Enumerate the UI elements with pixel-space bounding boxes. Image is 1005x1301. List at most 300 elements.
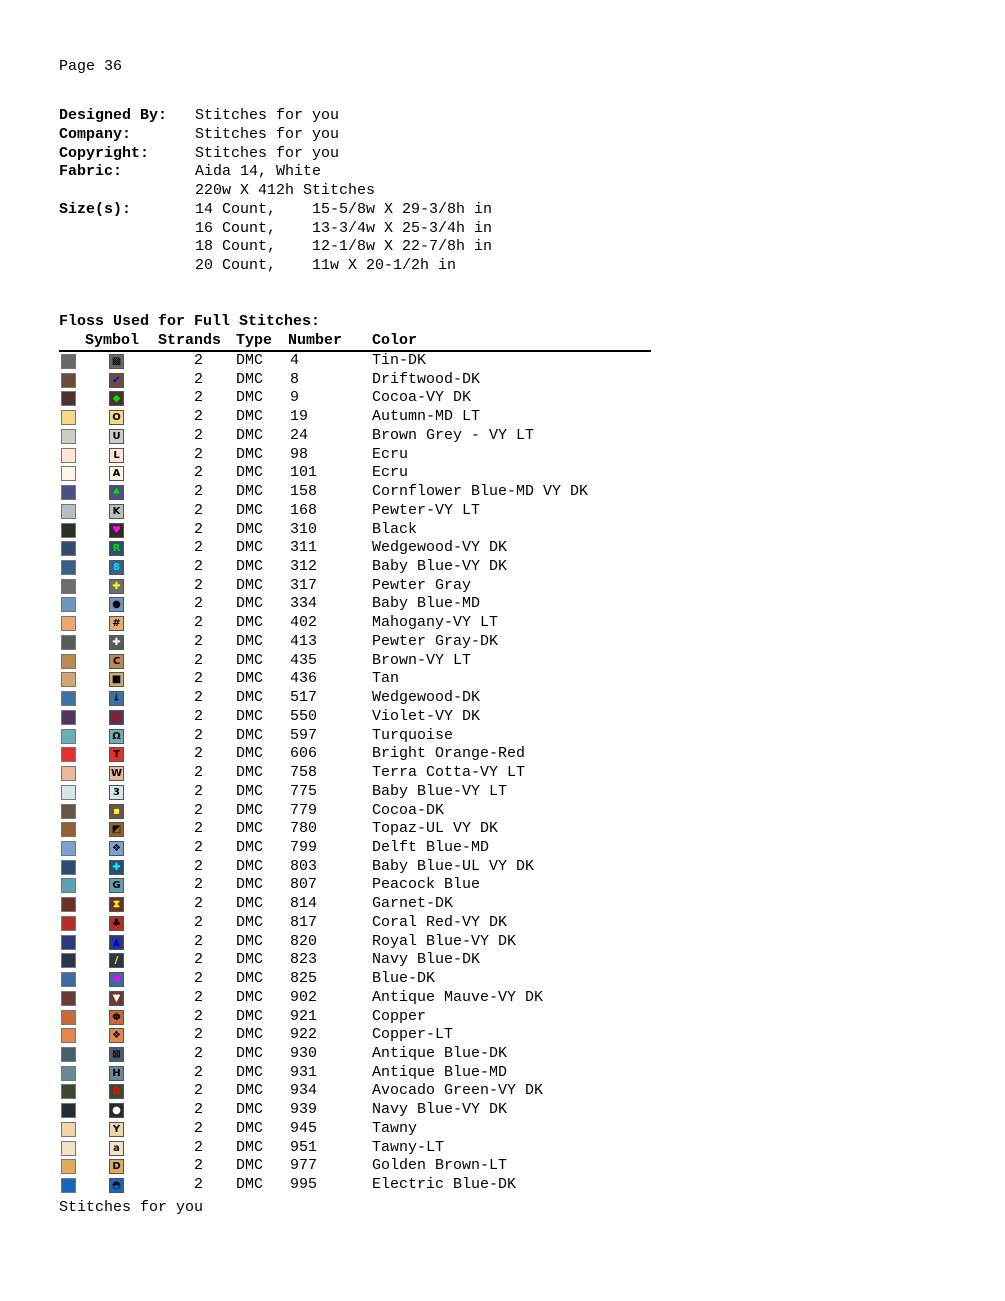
cell-strands: 2 <box>194 764 204 782</box>
floss-row <box>0 876 700 894</box>
color-swatch <box>61 1141 76 1156</box>
floss-row <box>0 633 700 651</box>
color-swatch <box>61 485 76 500</box>
cell-color: Avocado Green-VY DK <box>372 1082 544 1100</box>
color-swatch <box>61 897 76 912</box>
cell-number: 951 <box>290 1138 318 1156</box>
cell-type: DMC <box>236 857 264 875</box>
symbol-icon: 3 <box>109 785 124 800</box>
floss-row <box>0 1045 700 1063</box>
symbol-icon: G <box>109 878 124 893</box>
color-swatch <box>61 691 76 706</box>
symbol-icon: ❖ <box>109 1028 124 1043</box>
floss-row <box>0 1101 700 1119</box>
cell-number: 775 <box>290 782 318 800</box>
cell-strands: 2 <box>194 1176 204 1194</box>
info-value: 16 Count, 13-3/4w X 25-3/4h in <box>195 219 493 237</box>
cell-strands: 2 <box>194 595 204 613</box>
floss-row <box>0 1176 700 1194</box>
cell-color: Topaz-UL VY DK <box>372 820 499 838</box>
cell-strands: 2 <box>194 932 204 950</box>
color-swatch <box>61 841 76 856</box>
cell-number: 597 <box>290 726 318 744</box>
cell-strands: 2 <box>194 632 204 650</box>
cell-color: Garnet-DK <box>372 895 454 913</box>
cell-color: Driftwood-DK <box>372 370 481 388</box>
cell-number: 413 <box>290 632 318 650</box>
floss-row <box>0 1139 700 1157</box>
cell-number: 945 <box>290 1119 318 1137</box>
symbol-icon: Φ <box>109 1010 124 1025</box>
cell-color: Coral Red-VY DK <box>372 913 508 931</box>
symbol-icon: ♣ <box>109 916 124 931</box>
symbol-icon: ◓ <box>109 1178 124 1193</box>
floss-row <box>0 1120 700 1138</box>
cell-strands: 2 <box>194 389 204 407</box>
cell-strands: 2 <box>194 782 204 800</box>
floss-row <box>0 483 700 501</box>
info-value: 220w X 412h Stitches <box>195 182 376 199</box>
cell-color: Autumn-MD LT <box>372 408 481 426</box>
cell-type: DMC <box>236 951 264 969</box>
color-swatch <box>61 860 76 875</box>
symbol-icon: a <box>109 1141 124 1156</box>
floss-row <box>0 802 700 820</box>
cell-type: DMC <box>236 932 264 950</box>
symbol-icon: / <box>109 953 124 968</box>
cell-strands: 2 <box>194 1157 204 1175</box>
cell-type: DMC <box>236 445 264 463</box>
symbol-icon: H <box>109 1066 124 1081</box>
cell-color: Navy Blue-DK <box>372 951 481 969</box>
color-swatch <box>61 766 76 781</box>
floss-row <box>0 502 700 520</box>
color-swatch <box>61 729 76 744</box>
cell-strands: 2 <box>194 520 204 538</box>
color-swatch <box>61 654 76 669</box>
symbol-icon: C <box>109 654 124 669</box>
info-value: 18 Count, 12-1/8w X 22-7/8h in <box>195 238 493 256</box>
cell-type: DMC <box>236 764 264 782</box>
floss-row <box>0 745 700 763</box>
cell-strands: 2 <box>194 707 204 725</box>
cell-number: 939 <box>290 1101 318 1119</box>
floss-row <box>0 895 700 913</box>
color-swatch <box>61 1028 76 1043</box>
cell-type: DMC <box>236 576 264 594</box>
cell-type: DMC <box>236 670 264 688</box>
cell-strands: 2 <box>194 558 204 576</box>
cell-type: DMC <box>236 689 264 707</box>
cell-type: DMC <box>236 595 264 613</box>
cell-type: DMC <box>236 1007 264 1025</box>
cell-type: DMC <box>236 520 264 538</box>
cell-type: DMC <box>236 707 264 725</box>
cell-color: Antique Mauve-VY DK <box>372 988 544 1006</box>
cell-number: 101 <box>290 464 318 482</box>
cell-type: DMC <box>236 895 264 913</box>
floss-row <box>0 670 700 688</box>
floss-row <box>0 558 700 576</box>
cell-color: Wedgewood-DK <box>372 689 481 707</box>
cell-type: DMC <box>236 988 264 1006</box>
cell-color: Wedgewood-VY DK <box>372 539 508 557</box>
symbol-icon: U <box>109 429 124 444</box>
symbol-icon: K <box>109 504 124 519</box>
cell-strands: 2 <box>194 838 204 856</box>
color-swatch <box>61 466 76 481</box>
cell-type: DMC <box>236 389 264 407</box>
cell-type: DMC <box>236 408 264 426</box>
cell-strands: 2 <box>194 445 204 463</box>
cell-color: Pewter Gray-DK <box>372 632 499 650</box>
cell-number: 4 <box>290 352 300 369</box>
cell-strands: 2 <box>194 501 204 519</box>
cell-color: Antique Blue-DK <box>372 1045 508 1062</box>
color-swatch <box>61 747 76 762</box>
cell-type: DMC <box>236 820 264 838</box>
symbol-icon: ♥ <box>109 523 124 538</box>
cell-strands: 2 <box>194 1119 204 1137</box>
floss-row <box>0 764 700 782</box>
cell-strands: 2 <box>194 895 204 913</box>
symbol-icon: D <box>109 1159 124 1174</box>
cell-strands: 2 <box>194 352 204 369</box>
symbol-icon: # <box>109 616 124 631</box>
cell-strands: 2 <box>194 576 204 594</box>
symbol-icon: ▼ <box>109 991 124 1006</box>
floss-row <box>0 1082 700 1100</box>
cell-color: Tawny <box>372 1119 418 1137</box>
info-label: Copyright: <box>59 144 150 162</box>
symbol-icon: A <box>109 466 124 481</box>
cell-number: 825 <box>290 970 318 988</box>
cell-type: DMC <box>236 632 264 650</box>
cell-color: Violet-VY DK <box>372 707 481 725</box>
floss-row <box>0 427 700 445</box>
floss-row <box>0 820 700 838</box>
cell-type: DMC <box>236 614 264 632</box>
cell-number: 334 <box>290 595 318 613</box>
cell-strands: 2 <box>194 1045 204 1062</box>
floss-row <box>0 577 700 595</box>
cell-type: DMC <box>236 539 264 557</box>
cell-strands: 2 <box>194 1082 204 1100</box>
symbol-icon: ● <box>109 1103 124 1118</box>
cell-type: DMC <box>236 558 264 576</box>
color-swatch <box>61 1178 76 1193</box>
cell-color: Golden Brown-LT <box>372 1157 508 1175</box>
cell-number: 803 <box>290 857 318 875</box>
cell-strands: 2 <box>194 1026 204 1044</box>
cell-strands: 2 <box>194 876 204 894</box>
cell-strands: 2 <box>194 1063 204 1081</box>
symbol-icon: ✚ <box>109 860 124 875</box>
color-swatch <box>61 1047 76 1062</box>
symbol-icon: ✚ <box>109 635 124 650</box>
cell-type: DMC <box>236 501 264 519</box>
color-swatch <box>61 635 76 650</box>
color-swatch <box>61 710 76 725</box>
col-number: Number <box>288 332 343 349</box>
cell-number: 799 <box>290 838 318 856</box>
symbol-icon: 8 <box>109 560 124 575</box>
cell-strands: 2 <box>194 689 204 707</box>
cell-number: 98 <box>290 445 309 463</box>
cell-number: 807 <box>290 876 318 894</box>
cell-strands: 2 <box>194 651 204 669</box>
cell-color: Brown Grey - VY LT <box>372 426 535 444</box>
cell-strands: 2 <box>194 857 204 875</box>
color-swatch <box>61 822 76 837</box>
symbol-icon: ▲ <box>109 935 124 950</box>
cell-type: DMC <box>236 1063 264 1081</box>
color-swatch <box>61 804 76 819</box>
color-swatch <box>61 410 76 425</box>
symbol-icon: ✔ <box>109 373 124 388</box>
color-swatch <box>61 391 76 406</box>
info-value: Stitches for you <box>195 125 340 143</box>
col-strands: Strands <box>158 332 222 349</box>
cell-type: DMC <box>236 1082 264 1100</box>
cell-color: Delft Blue-MD <box>372 838 490 856</box>
cell-color: Mahogany-VY LT <box>372 614 499 632</box>
floss-row <box>0 352 700 370</box>
floss-row <box>0 408 700 426</box>
cell-number: 311 <box>290 539 318 557</box>
symbol-icon: ❖ <box>109 841 124 856</box>
symbol-icon: B <box>109 1084 124 1099</box>
color-swatch <box>61 597 76 612</box>
color-swatch <box>61 785 76 800</box>
floss-row <box>0 970 700 988</box>
cell-color: Navy Blue-VY DK <box>372 1101 508 1119</box>
cell-number: 823 <box>290 951 318 969</box>
symbol-icon: ♠ <box>109 485 124 500</box>
floss-row <box>0 614 700 632</box>
color-swatch <box>61 1159 76 1174</box>
cell-strands: 2 <box>194 426 204 444</box>
floss-row <box>0 727 700 745</box>
color-swatch <box>61 878 76 893</box>
color-swatch <box>61 1010 76 1025</box>
color-swatch <box>61 616 76 631</box>
cell-type: DMC <box>236 1101 264 1119</box>
cell-number: 310 <box>290 520 318 538</box>
color-swatch <box>61 991 76 1006</box>
cell-strands: 2 <box>194 988 204 1006</box>
symbol-icon: ▪ <box>109 804 124 819</box>
floss-row <box>0 839 700 857</box>
cell-color: Baby Blue-VY LT <box>372 782 508 800</box>
cell-strands: 2 <box>194 820 204 838</box>
cell-number: 8 <box>290 370 300 388</box>
cell-type: DMC <box>236 1026 264 1044</box>
info-label: Company: <box>59 125 132 143</box>
cell-color: Cocoa-DK <box>372 801 445 819</box>
symbol-icon: ◆ <box>109 391 124 406</box>
symbol-icon: T <box>109 747 124 762</box>
cell-color: Black <box>372 520 418 538</box>
cell-number: 934 <box>290 1082 318 1100</box>
col-color: Color <box>372 332 418 349</box>
cell-color: Baby Blue-VY DK <box>372 558 508 576</box>
cell-number: 995 <box>290 1176 318 1194</box>
cell-number: 550 <box>290 707 318 725</box>
color-swatch <box>61 1066 76 1081</box>
section-title: Floss Used for Full Stitches: <box>59 313 321 330</box>
symbol-icon: Ω <box>109 729 124 744</box>
symbol-icon: ◩ <box>109 822 124 837</box>
floss-row <box>0 1008 700 1026</box>
color-swatch <box>61 672 76 687</box>
cell-number: 820 <box>290 932 318 950</box>
cell-number: 902 <box>290 988 318 1006</box>
cell-strands: 2 <box>194 408 204 426</box>
cell-number: 312 <box>290 558 318 576</box>
cell-color: Copper <box>372 1007 427 1025</box>
floss-row <box>0 446 700 464</box>
footer-text: Stitches for you <box>59 1199 204 1216</box>
floss-row <box>0 914 700 932</box>
cell-strands: 2 <box>194 1101 204 1119</box>
cell-number: 517 <box>290 689 318 707</box>
floss-row <box>0 933 700 951</box>
cell-color: Cornflower Blue-MD VY DK <box>372 483 589 501</box>
col-symbol: Symbol <box>85 332 140 349</box>
cell-number: 158 <box>290 483 318 501</box>
floss-row <box>0 1026 700 1044</box>
cell-strands: 2 <box>194 370 204 388</box>
cell-color: Pewter Gray <box>372 576 472 594</box>
cell-number: 817 <box>290 913 318 931</box>
info-value: Aida 14, White <box>195 163 322 181</box>
cell-type: DMC <box>236 464 264 482</box>
cell-number: 779 <box>290 801 318 819</box>
cell-color: Peacock Blue <box>372 876 481 894</box>
color-swatch <box>61 373 76 388</box>
cell-number: 317 <box>290 576 318 594</box>
cell-strands: 2 <box>194 483 204 501</box>
color-swatch <box>61 1084 76 1099</box>
cell-number: 606 <box>290 745 318 763</box>
cell-strands: 2 <box>194 539 204 557</box>
col-type: Type <box>236 332 273 349</box>
symbol-icon: O <box>109 410 124 425</box>
cell-type: DMC <box>236 1138 264 1156</box>
cell-strands: 2 <box>194 726 204 744</box>
symbol-icon: ↓ <box>109 691 124 706</box>
cell-type: DMC <box>236 876 264 894</box>
cell-color: Terra Cotta-VY LT <box>372 764 526 782</box>
cell-number: 977 <box>290 1157 318 1175</box>
cell-type: DMC <box>236 745 264 763</box>
info-value: Stitches for you <box>195 107 340 124</box>
info-label: Size(s): <box>59 200 132 218</box>
cell-strands: 2 <box>194 801 204 819</box>
info-value: 20 Count, 11w X 20-1/2h in <box>195 257 457 274</box>
cell-type: DMC <box>236 838 264 856</box>
cell-type: DMC <box>236 651 264 669</box>
cell-color: Pewter-VY LT <box>372 501 481 519</box>
floss-row <box>0 389 700 407</box>
cell-strands: 2 <box>194 1138 204 1156</box>
floss-row <box>0 521 700 539</box>
cell-type: DMC <box>236 913 264 931</box>
cell-color: Ecru <box>372 445 409 463</box>
cell-color: Bright Orange-Red <box>372 745 526 763</box>
symbol-icon: R <box>109 541 124 556</box>
floss-row <box>0 951 700 969</box>
floss-row <box>0 371 700 389</box>
symbol-icon: ✚ <box>109 579 124 594</box>
color-swatch <box>61 916 76 931</box>
color-swatch <box>61 504 76 519</box>
floss-row <box>0 595 700 613</box>
page-number: Page 36 <box>59 58 123 75</box>
symbol-icon: ■ <box>109 672 124 687</box>
cell-color: Brown-VY LT <box>372 651 472 669</box>
cell-color: Electric Blue-DK <box>372 1176 517 1194</box>
color-swatch <box>61 560 76 575</box>
cell-type: DMC <box>236 1176 264 1194</box>
cell-strands: 2 <box>194 951 204 969</box>
cell-type: DMC <box>236 426 264 444</box>
color-swatch <box>61 953 76 968</box>
floss-row <box>0 539 700 557</box>
symbol-icon: ● <box>109 597 124 612</box>
cell-color: Tin-DK <box>372 352 427 369</box>
cell-type: DMC <box>236 483 264 501</box>
floss-row <box>0 689 700 707</box>
floss-row <box>0 708 700 726</box>
cell-type: DMC <box>236 1045 264 1062</box>
cell-number: 168 <box>290 501 318 519</box>
symbol-icon: W <box>110 768 123 780</box>
cell-number: 758 <box>290 764 318 782</box>
floss-row <box>0 858 700 876</box>
cell-color: Turquoise <box>372 726 454 744</box>
cell-color: Tawny-LT <box>372 1138 445 1156</box>
floss-row <box>0 989 700 1007</box>
info-value: 14 Count, 15-5/8w X 29-3/8h in <box>195 200 493 218</box>
symbol-icon: L <box>109 448 124 463</box>
cell-type: DMC <box>236 726 264 744</box>
cell-color: Baby Blue-MD <box>372 595 481 613</box>
cell-number: 402 <box>290 614 318 632</box>
color-swatch <box>61 523 76 538</box>
symbol-icon: Y <box>109 1122 124 1137</box>
cell-type: DMC <box>236 970 264 988</box>
symbol-icon: ✱ <box>109 972 124 987</box>
cell-type: DMC <box>236 1157 264 1175</box>
cell-color: Copper-LT <box>372 1026 454 1044</box>
cell-strands: 2 <box>194 464 204 482</box>
cell-number: 780 <box>290 820 318 838</box>
cell-number: 814 <box>290 895 318 913</box>
symbol-icon: ⊠ <box>109 1047 124 1062</box>
cell-strands: 2 <box>194 1007 204 1025</box>
color-swatch <box>61 448 76 463</box>
cell-number: 931 <box>290 1063 318 1081</box>
symbol-icon: ▨ <box>109 710 124 725</box>
cell-color: Antique Blue-MD <box>372 1063 508 1081</box>
info-value: Stitches for you <box>195 144 340 162</box>
color-swatch <box>61 972 76 987</box>
color-swatch <box>61 935 76 950</box>
symbol-icon: ▩ <box>109 354 124 369</box>
cell-number: 9 <box>290 389 300 407</box>
